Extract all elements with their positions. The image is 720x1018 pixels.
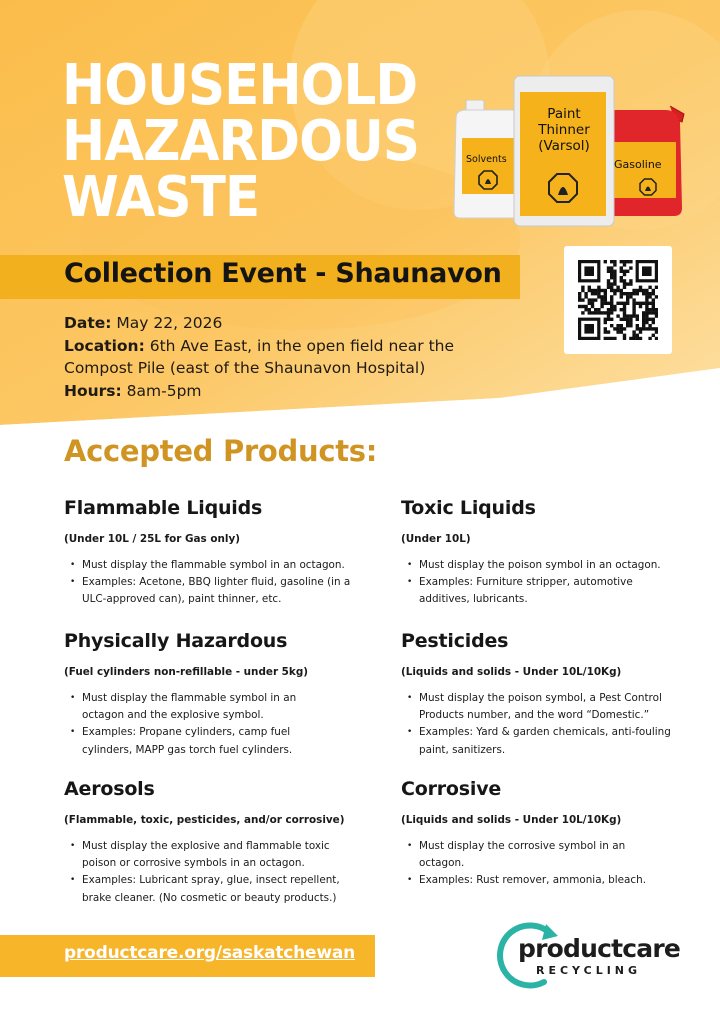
product-toxic-liquids <box>401 497 676 609</box>
product-flammable-liquids <box>64 497 364 609</box>
qr-code-image <box>578 260 658 340</box>
product-bullet: • Examples: Rust remover, ammonia, bleach. <box>401 872 661 889</box>
date-label: Date: <box>64 314 112 332</box>
product-pesticides <box>401 630 676 759</box>
product-bullet: • Examples: Yard & garden chemicals, anti-fouling paint, sanitizers. <box>401 724 676 758</box>
hero-title-line2: HAZARDOUS <box>62 109 420 174</box>
website-link[interactable]: productcare.org/saskatchewan <box>64 943 356 963</box>
product-bullet: • Must display the corrosive symbol in an octagon. <box>401 838 661 872</box>
event-title: Collection Event - Shaunavon <box>64 258 502 289</box>
product-bullet-list <box>401 557 676 609</box>
product-title: Toxic Liquids <box>401 497 536 519</box>
event-hours-row <box>64 380 484 403</box>
product-aerosols <box>64 778 354 907</box>
hero-title-line1: HOUSEHOLD <box>62 53 418 118</box>
solvents-label: Solvents <box>466 154 507 165</box>
gasoline-label: Gasoline <box>614 158 662 171</box>
product-bullet: • Examples: Acetone, BBQ lighter fluid, gasoline (in a ULC-approved can), paint thinner, etc. <box>64 574 364 608</box>
hero-title <box>62 53 420 230</box>
hours-value: 8am-5pm <box>126 381 202 400</box>
product-bullet-list <box>64 838 354 907</box>
product-title: Physically Hazardous <box>64 630 288 652</box>
product-corrosive <box>401 778 661 890</box>
event-details <box>64 312 484 402</box>
accepted-products-heading: Accepted Products: <box>64 434 378 468</box>
product-subtitle: (Under 10L / 25L for Gas only) <box>64 533 240 545</box>
product-bullet: • Must display the poison symbol, a Pest Control Products number, and the word “Domestic.” <box>401 690 676 724</box>
hero-title-line3: WASTE <box>62 165 260 230</box>
product-bullet-list <box>64 557 364 609</box>
logo-subtitle: RECYCLING <box>536 964 642 977</box>
product-subtitle: (Under 10L) <box>401 533 471 545</box>
event-location-row <box>64 335 484 358</box>
product-title: Aerosols <box>64 778 155 800</box>
location-value-line1: 6th Ave East, in the open field near the <box>149 336 455 355</box>
product-bullet: • Examples: Propane cylinders, camp fuel cylinders, MAPP gas torch fuel cylinders. <box>64 724 319 758</box>
paint-thinner-can-image <box>512 70 616 230</box>
paint-thinner-label-line2: Thinner <box>538 122 590 138</box>
location-label: Location: <box>64 336 145 355</box>
product-bullet-list <box>64 690 319 759</box>
paint-thinner-label-line3: (Varsol) <box>538 138 590 154</box>
logo-wordmark: productcare <box>518 934 681 963</box>
paint-thinner-label-line1: Paint <box>547 106 581 122</box>
product-title: Corrosive <box>401 778 502 800</box>
product-bullet: • Must display the flammable symbol in an octagon and the explosive symbol. <box>64 690 319 724</box>
productcare-logo <box>496 920 686 990</box>
product-title: Pesticides <box>401 630 509 652</box>
product-subtitle: (Liquids and solids - Under 10L/10Kg) <box>401 666 622 678</box>
product-bullet: • Examples: Lubricant spray, glue, insect repellent, brake cleaner. (No cosmetic or beauty products.) <box>64 872 354 906</box>
product-bullet: • Examples: Furniture stripper, automotive additives, lubricants. <box>401 574 676 608</box>
product-bullet-list <box>401 838 661 890</box>
product-bullet: • Must display the flammable symbol in an octagon. <box>64 557 364 574</box>
product-subtitle: (Fuel cylinders non-refillable - under 5kg) <box>64 666 309 678</box>
hours-label: Hours: <box>64 381 122 400</box>
date-value: May 22, 2026 <box>116 314 223 332</box>
product-physically-hazardous <box>64 630 319 759</box>
product-title: Flammable Liquids <box>64 497 263 519</box>
product-bullet: • Must display the poison symbol in an octagon. <box>401 557 676 574</box>
product-bullet-list <box>401 690 676 759</box>
qr-code[interactable] <box>564 246 672 354</box>
product-subtitle: (Flammable, toxic, pesticides, and/or corrosive) <box>64 814 345 826</box>
product-bullet: • Must display the explosive and flammable toxic poison or corrosive symbols in an octagon. <box>64 838 354 872</box>
product-subtitle: (Liquids and solids - Under 10L/10Kg) <box>401 814 622 826</box>
event-date-row <box>64 312 484 335</box>
location-value-line2: Compost Pile (east of the Shaunavon Hospital) <box>64 359 426 377</box>
